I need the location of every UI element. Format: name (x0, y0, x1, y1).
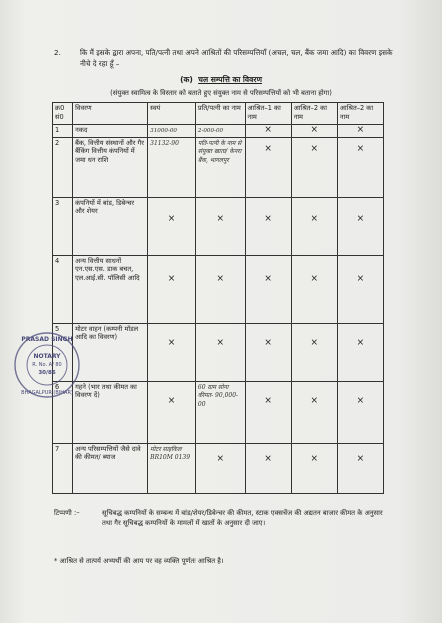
cross-mark: × (216, 453, 224, 464)
row-description: अन्य परिसम्पत्तियों जैसे दावे की कीमत/ ब्याज (73, 443, 148, 493)
row-description: गहने (भार तथा कीमत का विवरण दें) (73, 381, 148, 443)
section-subtitle: (संयुक्त स्वामित्व के विस्तार को बताते हुए संयुक्त नाम से परिसम्पत्तियों को भी बताना होगा) (110, 89, 332, 97)
row-description: बैंक, वित्तीय संस्थानों और गैर बैंकिंग वित्तीय कंपनियों में जमा धन राशि (73, 137, 148, 197)
intro-paragraph (54, 48, 394, 69)
cross-mark: × (310, 395, 319, 406)
svg-text:PRASAD SINGH: PRASAD SINGH (21, 336, 73, 343)
handwritten-value: 31132-90 (150, 139, 179, 147)
header-dependent-1: आश्रित–1 का नाम (245, 103, 291, 125)
cell-spouse (195, 323, 245, 381)
cell-self (148, 443, 196, 493)
cell-dependent-1 (245, 137, 291, 197)
cross-mark: × (356, 395, 365, 406)
cell-dependent-1 (245, 125, 291, 138)
cross-mark: × (167, 395, 176, 406)
header-dependent-2: आश्रित–2 का नाम (291, 103, 337, 125)
cross-mark: × (356, 453, 365, 464)
cross-mark: × (167, 337, 176, 348)
cross-mark: × (356, 273, 365, 284)
row-description: अन्य वित्तीय साधनों एन.एस.एस. डाक बचत, एल.आई.सी. पॉलिसी आदि (73, 255, 148, 323)
row-number: 7 (53, 443, 73, 493)
cross-mark: × (264, 143, 272, 154)
cell-spouse (195, 197, 245, 255)
table-row (53, 443, 384, 493)
intro-text: कि मैं इसके द्वारा अपना, पति/पत्नी तथा अपने आश्रितों की परिसम्पत्तियाँ (अचल, चल, बैंक जमा आदि) का विवरण इसके नीचे दे रहा हूँ – (80, 48, 393, 68)
cell-dependent-1 (245, 197, 291, 255)
section-title-text: चल सम्पत्ति का विवरण (198, 75, 262, 84)
cross-mark: × (310, 125, 319, 135)
cell-dependent-2 (291, 255, 337, 323)
cross-mark: × (310, 143, 319, 154)
note-block (54, 508, 394, 528)
row-description: मोटर वाहन (कम्पनी मॉडल आदि का विवरण) (73, 323, 148, 381)
svg-text:30/86: 30/86 (38, 370, 56, 376)
handwritten-value: पति-पत्नी के नाम से संयुक्त खाता/ केनरा बैंक, भागलपुर (197, 139, 242, 164)
cell-dependent-2 (291, 125, 337, 138)
cross-mark: × (356, 125, 365, 135)
header-dependent-3: आश्रित–2 का नाम (337, 103, 383, 125)
row-number: 3 (53, 197, 73, 255)
cell-self (148, 323, 196, 381)
header-description: विवरण (73, 103, 148, 125)
svg-text:BHAGALPUR (BIHAR): BHAGALPUR (BIHAR) (21, 390, 73, 396)
cell-dependent-2 (291, 197, 337, 255)
cross-mark: × (356, 337, 365, 348)
cell-dependent-3 (337, 197, 383, 255)
row-description: कंपनियों में बांड, डिबेन्चर और शेयर (73, 197, 148, 255)
section-prefix: (क) (180, 75, 193, 84)
table-header-row (53, 103, 384, 125)
cell-dependent-2 (291, 323, 337, 381)
handwritten-value: 31000-00 (150, 128, 177, 134)
cell-dependent-1 (245, 255, 291, 323)
handwritten-value: मोटर साइकिल BR10M 0139 (150, 445, 191, 461)
svg-text:NOTARY: NOTARY (33, 353, 61, 360)
cell-dependent-2 (291, 137, 337, 197)
cross-mark: × (167, 273, 176, 284)
cell-self (148, 255, 196, 323)
note-label: टिप्पणी :– (54, 509, 80, 517)
cell-dependent-1 (245, 323, 291, 381)
table-row (53, 125, 384, 138)
cell-self (148, 125, 196, 138)
cross-mark: × (264, 213, 272, 224)
cross-mark: × (310, 453, 319, 464)
table-row (53, 137, 384, 197)
header-self: स्वयं (148, 103, 196, 125)
cell-dependent-1 (245, 381, 291, 443)
cell-spouse (195, 125, 245, 138)
table-row (53, 381, 384, 443)
cross-mark: × (264, 395, 272, 406)
cell-dependent-2 (291, 381, 337, 443)
row-number: 5 (53, 323, 73, 381)
row-number: 4 (53, 255, 73, 323)
cross-mark: × (167, 213, 176, 224)
paragraph-number: 2. (54, 48, 61, 57)
notary-stamp (12, 330, 82, 400)
footnote: * आश्रित से तात्पर्य अभ्यर्थी की आय पर वह व्यक्ति पूर्णतः आश्रित है। (54, 557, 224, 565)
cross-mark: × (310, 273, 319, 284)
cell-spouse (195, 443, 245, 493)
cell-dependent-3 (337, 125, 383, 138)
cross-mark: × (264, 125, 272, 135)
cell-spouse (195, 255, 245, 323)
movable-assets-table (52, 102, 384, 494)
cross-mark: × (216, 213, 224, 224)
cross-mark: × (264, 273, 272, 284)
cell-dependent-3 (337, 443, 383, 493)
cell-dependent-3 (337, 137, 383, 197)
cross-mark: × (310, 337, 319, 348)
cross-mark: × (264, 337, 272, 348)
cell-self (148, 137, 196, 197)
section-title (0, 75, 442, 85)
table-row (53, 323, 384, 381)
cross-mark: × (216, 273, 224, 284)
cross-mark: × (310, 213, 319, 224)
cell-dependent-1 (245, 443, 291, 493)
note-text: सूचिबद्ध कम्पनियों के सम्बन्ध में बांड/शेयर/डिबेन्चर की कीमत, स्टाक एक्सचेंज की अद्यतन बाजार कीमत के अनुसार तथा गैर सूचिबद्ध कम्पनियों के मामलों में खातों के अनुसार दी जाए। (102, 509, 383, 527)
cell-spouse (195, 381, 245, 443)
cell-dependent-3 (337, 381, 383, 443)
handwritten-value: 60 ग्राम सोना कीमत- 90,000-00 (197, 383, 239, 408)
cross-mark: × (264, 453, 272, 464)
header-serial: क्र0 सं0 (53, 103, 73, 125)
handwritten-value: 2-000-00 (197, 128, 224, 134)
cross-mark: × (356, 143, 365, 154)
row-number: 1 (53, 125, 73, 138)
table-row (53, 197, 384, 255)
table-row (53, 255, 384, 323)
cell-self (148, 197, 196, 255)
cross-mark: × (216, 337, 224, 348)
cell-spouse (195, 137, 245, 197)
cell-self (148, 381, 196, 443)
cell-dependent-3 (337, 323, 383, 381)
cell-dependent-3 (337, 255, 383, 323)
row-number: 6 (53, 381, 73, 443)
row-description: नकद (73, 125, 148, 138)
header-spouse: प्रति/पत्नी का नाम (195, 103, 245, 125)
row-number: 2 (53, 137, 73, 197)
svg-text:R. No. A/ 80: R. No. A/ 80 (32, 362, 62, 368)
cell-dependent-2 (291, 443, 337, 493)
cross-mark: × (356, 213, 365, 224)
